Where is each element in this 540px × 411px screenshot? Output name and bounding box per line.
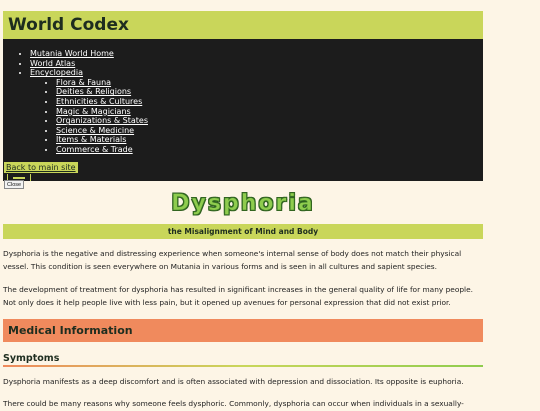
nav-link-ethnicities-cultures[interactable]: Ethnicities & Cultures <box>56 96 143 106</box>
nav-subitem <box>56 107 148 117</box>
nav-list <box>30 49 148 155</box>
symptoms-paragraph-2: There could be many reasons why someone feels dysphoric. Commonly, dysphoria can occur when individuals in a sexually- <box>3 399 464 408</box>
nav-subitem <box>56 145 148 155</box>
site-title: World Codex <box>8 15 129 35</box>
nav-link-flora-fauna[interactable]: Flora & Fauna <box>56 77 112 87</box>
intro-paragraph-2: The development of treatment for dysphoria has resulted in significant increases in the general quality of life for many people. Not only does it help people live with less pain, but it opened up avenues for personal expression that did not exist prior. <box>3 285 474 307</box>
nav-subitem <box>56 135 148 145</box>
site-header <box>3 11 483 39</box>
nav-link-commerce-trade[interactable]: Commerce & Trade <box>56 144 133 154</box>
nav-link-encyclopedia[interactable]: Encyclopedia <box>30 68 83 78</box>
nav-link-magic-magicians[interactable]: Magic & Magicians <box>56 106 131 116</box>
nav-item-atlas <box>30 59 148 69</box>
back-to-main-site-link[interactable]: Back to main site <box>3 161 79 174</box>
nav-subitem <box>56 116 148 126</box>
close-button[interactable]: Close <box>4 180 24 189</box>
subheading-divider <box>3 365 483 367</box>
intro-paragraph-1: Dysphoria is the negative and distressing experience when someone's internal sense of body does not match their physical vessel. This condition is seen everywhere on Mutania in various forms and is seen in all cultures and sapient species. <box>3 249 462 271</box>
nav-link-items-materials[interactable]: Items & Materials <box>56 135 127 145</box>
symptoms-paragraph-1: Dysphoria manifests as a deep discomfort and is often associated with depression and dissociation. Its opposite is euphoria. <box>3 377 464 386</box>
nav-subitem <box>56 97 148 107</box>
nav-item-home <box>30 49 148 59</box>
site-navigation <box>3 39 483 181</box>
hamburger-icon-line <box>13 177 25 179</box>
nav-link-atlas[interactable]: World Atlas <box>30 58 76 68</box>
nav-subitem <box>56 78 148 88</box>
nav-item-encyclopedia <box>30 68 148 154</box>
nav-link-organizations-states[interactable]: Organizations & States <box>56 116 148 126</box>
page-subtitle: the Misalignment of Mind and Body <box>3 224 483 239</box>
nav-subitem <box>56 87 148 97</box>
nav-link-science-medicine[interactable]: Science & Medicine <box>56 125 135 135</box>
nav-subitem <box>56 126 148 136</box>
subheading-symptoms: Symptoms <box>3 353 60 364</box>
nav-link-deities-religions[interactable]: Deities & Religions <box>56 87 132 97</box>
encyclopedia-submenu <box>30 78 148 155</box>
nav-link-home[interactable]: Mutania World Home <box>30 49 114 58</box>
page-title: Dysphoria <box>171 191 315 216</box>
section-heading-medical-information: Medical Information <box>3 319 483 342</box>
